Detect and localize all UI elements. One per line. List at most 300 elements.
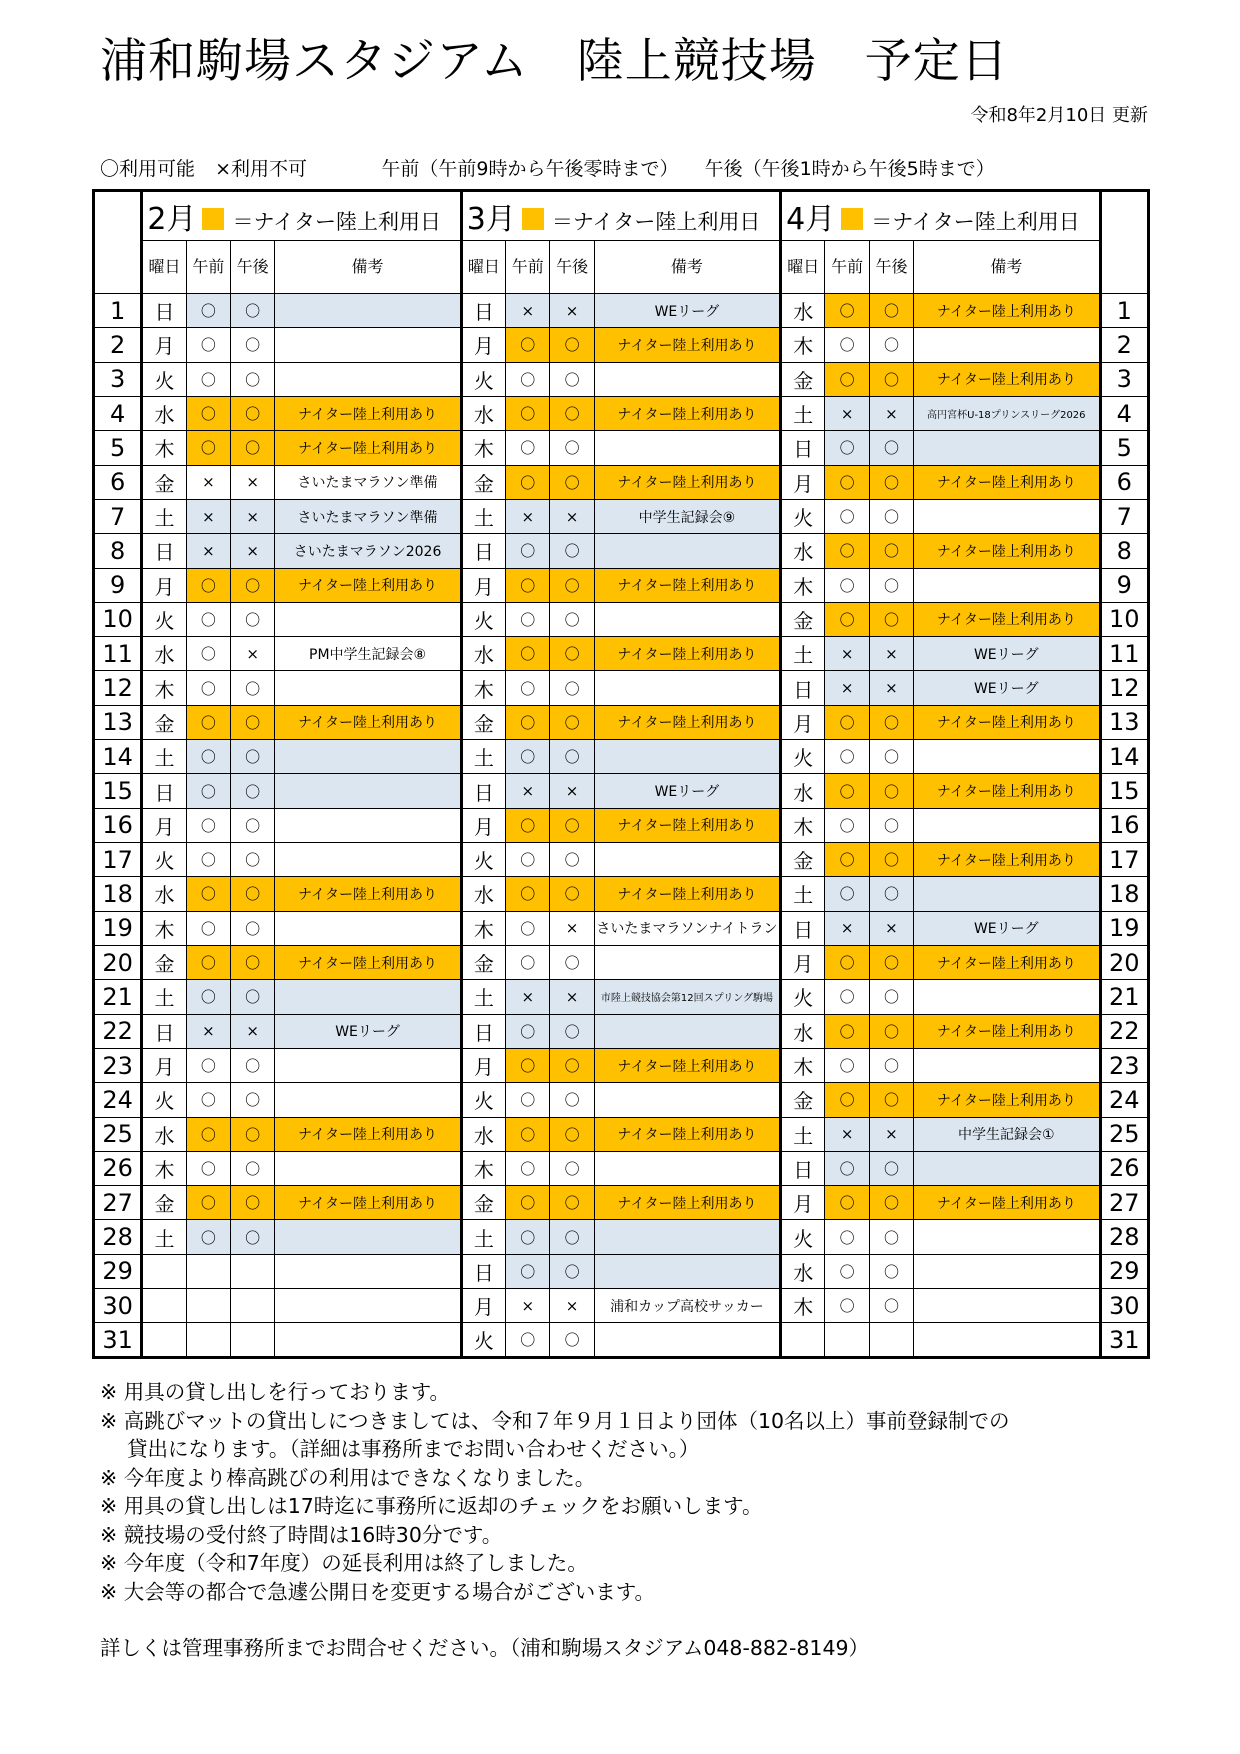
table-row xyxy=(94,1220,1149,1254)
note-cell xyxy=(914,1220,1100,1254)
pm-status: 〇 xyxy=(231,843,275,877)
am-status: × xyxy=(186,499,230,533)
pm-status: 〇 xyxy=(550,705,594,739)
note-line: ※ 高跳びマットの貸出しにつきましては、令和７年９月１日より団体（10名以上）事前登録制での xyxy=(100,1408,1010,1433)
note-cell xyxy=(914,1289,1100,1323)
pm-status: 〇 xyxy=(550,945,594,979)
note-cell: さいたまマラソン2026 xyxy=(275,534,461,568)
night-legend-swatch xyxy=(522,208,544,230)
note-cell xyxy=(594,1220,780,1254)
am-status: 〇 xyxy=(825,431,869,465)
am-status: 〇 xyxy=(506,328,550,362)
am-status: 〇 xyxy=(186,637,230,671)
contact-info: 詳しくは管理事務所までお問合せください。（浦和駒場スタジアム048-882-8149） xyxy=(100,1636,870,1660)
am-status: × xyxy=(825,911,869,945)
am-status: 〇 xyxy=(825,534,869,568)
am-status: 〇 xyxy=(825,1083,869,1117)
night-legend-label: ＝ナイター陸上利用日 xyxy=(871,210,1080,234)
day-of-week: 日 xyxy=(142,294,186,328)
day-number-right: 8 xyxy=(1100,534,1148,568)
day-of-week: 火 xyxy=(461,602,505,636)
day-of-week: 金 xyxy=(142,465,186,499)
day-number: 18 xyxy=(94,877,142,911)
pm-status: 〇 xyxy=(550,671,594,705)
note-cell xyxy=(594,534,780,568)
pm-status: 〇 xyxy=(550,1117,594,1151)
day-number-right: 25 xyxy=(1100,1117,1148,1151)
table-row xyxy=(94,1151,1149,1185)
note-cell xyxy=(914,740,1100,774)
am-status: 〇 xyxy=(506,1014,550,1048)
table-row xyxy=(94,396,1149,430)
pm-status: 〇 xyxy=(550,465,594,499)
note-cell xyxy=(275,808,461,842)
day-of-week: 木 xyxy=(142,671,186,705)
note-cell xyxy=(275,328,461,362)
legend xyxy=(100,154,1009,181)
table-row xyxy=(94,1083,1149,1117)
day-of-week: 月 xyxy=(142,808,186,842)
day-number: 9 xyxy=(94,568,142,602)
table-row xyxy=(94,1117,1149,1151)
month-header-row xyxy=(94,191,1149,241)
day-number: 27 xyxy=(94,1186,142,1220)
am-status: 〇 xyxy=(186,843,230,877)
note-cell: WEリーグ xyxy=(275,1014,461,1048)
pm-status: 〇 xyxy=(869,1151,913,1185)
day-number: 8 xyxy=(94,534,142,568)
am-status: 〇 xyxy=(506,1186,550,1220)
day-of-week: 月 xyxy=(142,1048,186,1082)
am-status: 〇 xyxy=(186,328,230,362)
day-of-week: 火 xyxy=(781,499,825,533)
day-number: 31 xyxy=(94,1323,142,1358)
pm-status: × xyxy=(231,637,275,671)
day-of-week: 木 xyxy=(781,1048,825,1082)
pm-status: 〇 xyxy=(869,1220,913,1254)
day-number: 6 xyxy=(94,465,142,499)
note-cell: ナイター陸上利用あり xyxy=(914,602,1100,636)
day-number: 17 xyxy=(94,843,142,877)
table-row xyxy=(94,294,1149,328)
pm-status: × xyxy=(231,534,275,568)
note-line: ※ 競技場の受付終了時間は16時30分です。 xyxy=(100,1522,503,1547)
day-of-week: 木 xyxy=(461,1151,505,1185)
pm-status: 〇 xyxy=(231,1048,275,1082)
day-of-week: 火 xyxy=(461,1083,505,1117)
am-status: × xyxy=(825,396,869,430)
schedule-table xyxy=(92,189,1150,1359)
note-cell: さいたまマラソンナイトラン xyxy=(594,911,780,945)
day-of-week: 木 xyxy=(781,328,825,362)
am-status: 〇 xyxy=(825,877,869,911)
day-of-week: 土 xyxy=(142,980,186,1014)
pm-status xyxy=(231,1323,275,1358)
day-of-week: 土 xyxy=(781,396,825,430)
pm-status: × xyxy=(869,396,913,430)
day-number-right: 31 xyxy=(1100,1323,1148,1358)
night-legend-swatch xyxy=(841,208,863,230)
day-number: 2 xyxy=(94,328,142,362)
column-header-note: 備考 xyxy=(914,241,1100,294)
note-cell xyxy=(594,602,780,636)
am-status: 〇 xyxy=(186,945,230,979)
pm-status: 〇 xyxy=(869,740,913,774)
note-cell xyxy=(275,1254,461,1288)
pm-status: 〇 xyxy=(869,534,913,568)
day-number-right: 11 xyxy=(1100,637,1148,671)
table-row xyxy=(94,1048,1149,1082)
am-status: 〇 xyxy=(825,1151,869,1185)
note-cell xyxy=(275,911,461,945)
day-number: 1 xyxy=(94,294,142,328)
day-of-week: 水 xyxy=(142,1117,186,1151)
pm-status: 〇 xyxy=(869,945,913,979)
note-cell: ナイター陸上利用あり xyxy=(275,1186,461,1220)
month-header xyxy=(461,191,780,241)
day-of-week: 土 xyxy=(461,499,505,533)
am-status: 〇 xyxy=(506,1083,550,1117)
day-number-right: 5 xyxy=(1100,431,1148,465)
note-cell xyxy=(914,1254,1100,1288)
pm-status: 〇 xyxy=(231,362,275,396)
legend-pm: 午後（午後1時から午後5時まで） xyxy=(704,158,995,180)
pm-status: 〇 xyxy=(869,1048,913,1082)
night-legend-label: ＝ナイター陸上利用日 xyxy=(551,210,761,234)
pm-status: 〇 xyxy=(550,740,594,774)
day-of-week: 日 xyxy=(142,1014,186,1048)
note-cell xyxy=(914,1323,1100,1358)
pm-status xyxy=(231,1254,275,1288)
am-status: 〇 xyxy=(186,774,230,808)
column-header-am: 午前 xyxy=(825,241,869,294)
day-of-week: 日 xyxy=(781,671,825,705)
corner-cell-right xyxy=(1100,191,1148,294)
note-cell: PM中学生記録会⑧ xyxy=(275,637,461,671)
am-status: 〇 xyxy=(186,431,230,465)
table-row xyxy=(94,465,1149,499)
table-row xyxy=(94,945,1149,979)
am-status xyxy=(186,1254,230,1288)
day-of-week: 火 xyxy=(461,1323,505,1358)
note-cell xyxy=(594,1323,780,1358)
am-status: 〇 xyxy=(186,911,230,945)
note-cell xyxy=(594,1083,780,1117)
day-of-week: 火 xyxy=(781,980,825,1014)
table-row xyxy=(94,431,1149,465)
day-number: 11 xyxy=(94,637,142,671)
day-of-week: 土 xyxy=(461,1220,505,1254)
day-of-week: 金 xyxy=(142,1186,186,1220)
am-status: 〇 xyxy=(506,1323,550,1358)
note-cell xyxy=(914,808,1100,842)
day-of-week: 水 xyxy=(781,1254,825,1288)
note-cell: ナイター陸上利用あり xyxy=(914,1186,1100,1220)
day-number-right: 7 xyxy=(1100,499,1148,533)
note-cell: 高円宮杯U-18プリンスリーグ2026 xyxy=(914,396,1100,430)
pm-status: 〇 xyxy=(550,328,594,362)
am-status: 〇 xyxy=(825,294,869,328)
pm-status: 〇 xyxy=(231,945,275,979)
note-cell xyxy=(275,740,461,774)
month-label: 4月 xyxy=(786,202,836,237)
am-status: 〇 xyxy=(825,465,869,499)
pm-status: 〇 xyxy=(550,1151,594,1185)
day-of-week: 月 xyxy=(781,1186,825,1220)
am-status: 〇 xyxy=(506,808,550,842)
day-of-week: 月 xyxy=(142,328,186,362)
day-of-week: 金 xyxy=(461,945,505,979)
am-status: 〇 xyxy=(825,843,869,877)
am-status: × xyxy=(825,637,869,671)
pm-status: 〇 xyxy=(231,1117,275,1151)
day-of-week: 日 xyxy=(781,1151,825,1185)
am-status: × xyxy=(825,671,869,705)
pm-status: 〇 xyxy=(550,1048,594,1082)
note-cell: ナイター陸上利用あり xyxy=(275,431,461,465)
day-of-week: 月 xyxy=(461,1048,505,1082)
am-status: 〇 xyxy=(506,705,550,739)
am-status: 〇 xyxy=(506,945,550,979)
day-number: 4 xyxy=(94,396,142,430)
pm-status: 〇 xyxy=(869,877,913,911)
pm-status: 〇 xyxy=(869,1254,913,1288)
pm-status: 〇 xyxy=(869,808,913,842)
pm-status: 〇 xyxy=(869,465,913,499)
day-of-week: 火 xyxy=(142,602,186,636)
day-of-week xyxy=(142,1323,186,1358)
note-cell: ナイター陸上利用あり xyxy=(914,774,1100,808)
am-status: 〇 xyxy=(506,1117,550,1151)
pm-status: 〇 xyxy=(550,1186,594,1220)
note-cell xyxy=(914,431,1100,465)
am-status: 〇 xyxy=(825,740,869,774)
day-number: 3 xyxy=(94,362,142,396)
note-cell: 中学生記録会① xyxy=(914,1117,1100,1151)
note-line: ※ 今年度より棒高跳びの利用はできなくなりました。 xyxy=(100,1465,596,1490)
note-cell xyxy=(594,1014,780,1048)
pm-status: 〇 xyxy=(231,705,275,739)
note-cell xyxy=(914,328,1100,362)
note-cell: ナイター陸上利用あり xyxy=(275,877,461,911)
pm-status: 〇 xyxy=(231,1083,275,1117)
am-status: 〇 xyxy=(506,1048,550,1082)
column-header-am: 午前 xyxy=(506,241,550,294)
day-number-right: 4 xyxy=(1100,396,1148,430)
day-of-week: 火 xyxy=(461,362,505,396)
day-number-right: 12 xyxy=(1100,671,1148,705)
pm-status: × xyxy=(869,637,913,671)
day-of-week: 月 xyxy=(142,568,186,602)
note-cell: ナイター陸上利用あり xyxy=(275,396,461,430)
note-cell xyxy=(594,362,780,396)
day-of-week: 月 xyxy=(781,705,825,739)
note-cell: ナイター陸上利用あり xyxy=(275,1117,461,1151)
day-number-right: 26 xyxy=(1100,1151,1148,1185)
day-of-week: 水 xyxy=(781,294,825,328)
table-row xyxy=(94,637,1149,671)
day-of-week: 木 xyxy=(142,431,186,465)
day-number: 26 xyxy=(94,1151,142,1185)
day-of-week: 日 xyxy=(142,774,186,808)
pm-status: 〇 xyxy=(869,362,913,396)
am-status: × xyxy=(506,1289,550,1323)
pm-status: 〇 xyxy=(869,980,913,1014)
note-line: ※ 今年度（令和7年度）の延長利用は終了しました。 xyxy=(100,1551,588,1575)
am-status: 〇 xyxy=(506,1254,550,1288)
day-number: 12 xyxy=(94,671,142,705)
pm-status: 〇 xyxy=(869,294,913,328)
day-of-week xyxy=(142,1254,186,1288)
day-of-week: 日 xyxy=(461,294,505,328)
column-header-note: 備考 xyxy=(594,241,780,294)
note-cell xyxy=(275,602,461,636)
am-status: 〇 xyxy=(825,980,869,1014)
am-status: × xyxy=(506,294,550,328)
note-cell: ナイター陸上利用あり xyxy=(914,945,1100,979)
day-number-right: 28 xyxy=(1100,1220,1148,1254)
note-cell xyxy=(914,1151,1100,1185)
note-cell xyxy=(275,1048,461,1082)
am-status: 〇 xyxy=(506,637,550,671)
pm-status xyxy=(231,1289,275,1323)
pm-status: × xyxy=(550,911,594,945)
day-number-right: 17 xyxy=(1100,843,1148,877)
pm-status: 〇 xyxy=(550,808,594,842)
note-line: ※ 大会等の都合で急遽公開日を変更する場合がございます。 xyxy=(100,1579,656,1604)
day-of-week: 火 xyxy=(142,1083,186,1117)
note-cell xyxy=(914,1048,1100,1082)
table-row xyxy=(94,877,1149,911)
am-status: 〇 xyxy=(506,602,550,636)
note-cell xyxy=(275,294,461,328)
pm-status: 〇 xyxy=(550,534,594,568)
day-of-week: 水 xyxy=(142,877,186,911)
table-row xyxy=(94,808,1149,842)
am-status: 〇 xyxy=(186,740,230,774)
pm-status: 〇 xyxy=(550,568,594,602)
pm-status: 〇 xyxy=(231,568,275,602)
day-of-week: 水 xyxy=(461,877,505,911)
table-row xyxy=(94,843,1149,877)
day-of-week: 日 xyxy=(461,774,505,808)
table-row xyxy=(94,1289,1149,1323)
note-cell: WEリーグ xyxy=(914,911,1100,945)
note-cell: 中学生記録会⑨ xyxy=(594,499,780,533)
am-status: 〇 xyxy=(506,877,550,911)
am-status: 〇 xyxy=(825,568,869,602)
pm-status: 〇 xyxy=(550,1323,594,1358)
day-of-week: 日 xyxy=(142,534,186,568)
am-status: 〇 xyxy=(186,1083,230,1117)
pm-status: 〇 xyxy=(869,774,913,808)
day-number: 28 xyxy=(94,1220,142,1254)
day-of-week: 木 xyxy=(461,431,505,465)
pm-status: 〇 xyxy=(550,431,594,465)
corner-cell-left xyxy=(94,191,142,294)
note-cell: ナイター陸上利用あり xyxy=(914,705,1100,739)
note-cell xyxy=(275,774,461,808)
day-of-week: 金 xyxy=(781,843,825,877)
day-of-week: 土 xyxy=(461,740,505,774)
am-status: 〇 xyxy=(825,774,869,808)
day-of-week: 木 xyxy=(781,568,825,602)
day-of-week: 水 xyxy=(461,1117,505,1151)
note-cell xyxy=(594,945,780,979)
day-number-right: 19 xyxy=(1100,911,1148,945)
day-number-right: 3 xyxy=(1100,362,1148,396)
day-of-week: 土 xyxy=(142,1220,186,1254)
am-status: 〇 xyxy=(825,808,869,842)
note-cell: ナイター陸上利用あり xyxy=(594,568,780,602)
note-cell xyxy=(275,671,461,705)
pm-status: × xyxy=(869,911,913,945)
day-of-week: 月 xyxy=(781,945,825,979)
day-number-right: 23 xyxy=(1100,1048,1148,1082)
day-of-week: 金 xyxy=(142,945,186,979)
am-status: 〇 xyxy=(506,843,550,877)
note-cell xyxy=(275,1220,461,1254)
pm-status: × xyxy=(231,465,275,499)
note-cell: ナイター陸上利用あり xyxy=(594,465,780,499)
day-of-week: 金 xyxy=(461,1186,505,1220)
pm-status: 〇 xyxy=(550,1083,594,1117)
column-header-pm: 午後 xyxy=(550,241,594,294)
note-cell: ナイター陸上利用あり xyxy=(594,1117,780,1151)
am-status xyxy=(186,1289,230,1323)
day-of-week: 金 xyxy=(781,1083,825,1117)
note-cell: さいたまマラソン準備 xyxy=(275,499,461,533)
night-legend-label: ＝ナイター陸上利用日 xyxy=(232,210,441,234)
note-cell: WEリーグ xyxy=(594,774,780,808)
note-cell xyxy=(594,740,780,774)
table-row xyxy=(94,1186,1149,1220)
pm-status: 〇 xyxy=(869,568,913,602)
pm-status: 〇 xyxy=(231,1220,275,1254)
pm-status: 〇 xyxy=(869,1083,913,1117)
day-of-week: 水 xyxy=(461,396,505,430)
am-status: × xyxy=(186,465,230,499)
am-status: 〇 xyxy=(506,431,550,465)
page-title: 浦和駒場スタジアム 陸上競技場 予定日 xyxy=(100,34,1009,89)
am-status: 〇 xyxy=(825,1186,869,1220)
day-number-right: 2 xyxy=(1100,328,1148,362)
day-of-week: 金 xyxy=(461,465,505,499)
pm-status: × xyxy=(550,774,594,808)
pm-status: 〇 xyxy=(231,602,275,636)
pm-status: 〇 xyxy=(231,328,275,362)
am-status: 〇 xyxy=(186,705,230,739)
day-number: 5 xyxy=(94,431,142,465)
day-number: 21 xyxy=(94,980,142,1014)
day-number-right: 6 xyxy=(1100,465,1148,499)
month-label: 3月 xyxy=(466,202,516,237)
day-of-week: 水 xyxy=(781,1014,825,1048)
am-status: 〇 xyxy=(186,568,230,602)
pm-status: × xyxy=(869,671,913,705)
day-of-week: 日 xyxy=(461,1254,505,1288)
note-cell xyxy=(275,843,461,877)
am-status: 〇 xyxy=(506,568,550,602)
am-status: 〇 xyxy=(506,1151,550,1185)
pm-status: 〇 xyxy=(231,980,275,1014)
note-cell: ナイター陸上利用あり xyxy=(594,396,780,430)
note-cell: ナイター陸上利用あり xyxy=(275,568,461,602)
day-of-week: 木 xyxy=(142,911,186,945)
am-status: 〇 xyxy=(186,362,230,396)
am-status: 〇 xyxy=(825,1048,869,1082)
day-number-right: 18 xyxy=(1100,877,1148,911)
